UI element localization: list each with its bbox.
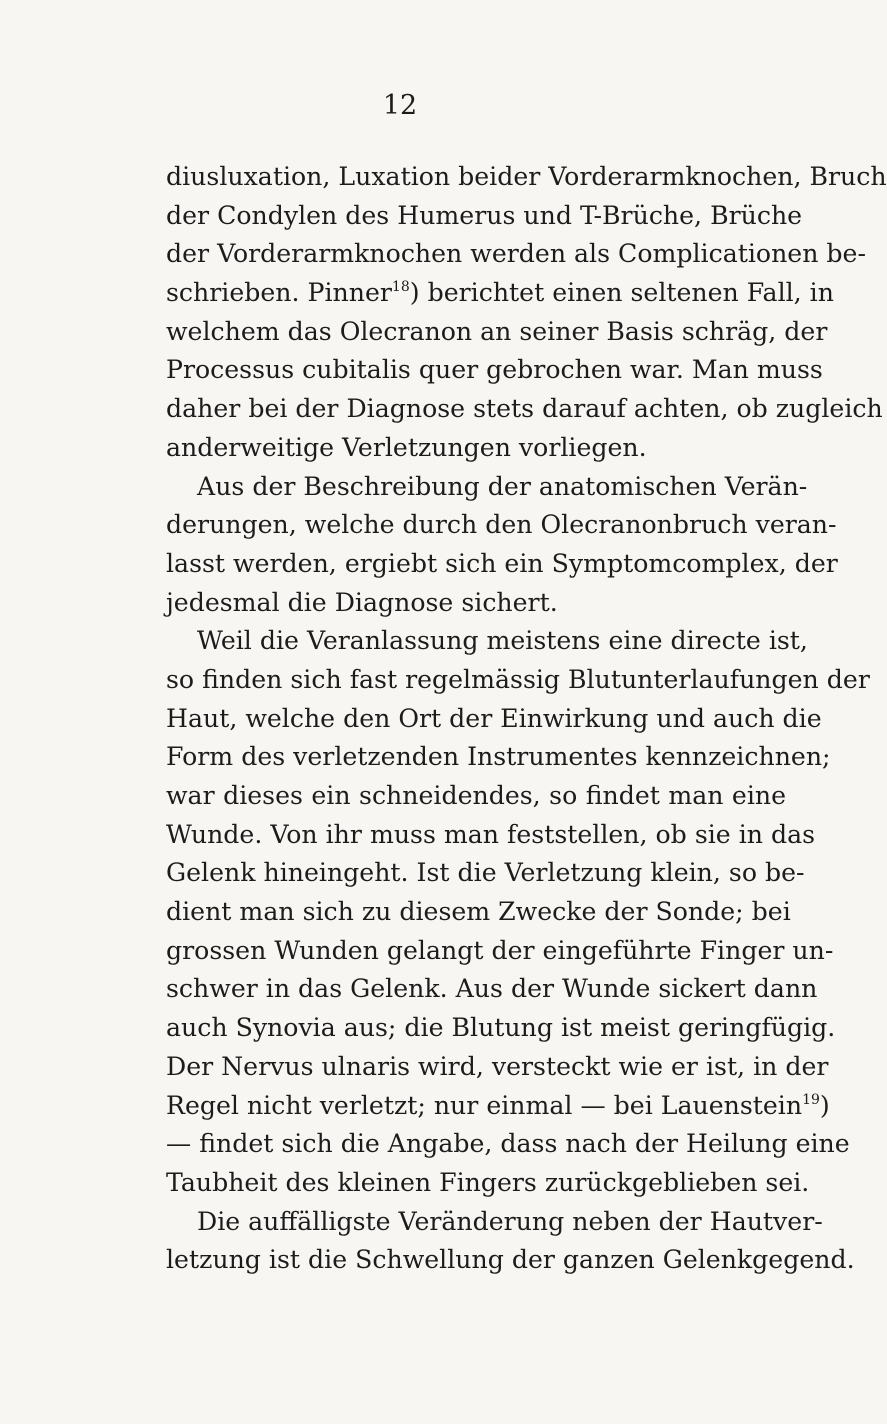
text-line: war dieses ein schneidendes, so findet man eine — [166, 781, 786, 810]
text-line — [166, 274, 834, 313]
text-line: lasst werden, ergiebt sich ein Symptomcomplex, der — [166, 548, 838, 578]
page-number: 12 — [382, 90, 418, 121]
text-line: Form des verletzenden Instrumentes kennzeichnen; — [166, 742, 831, 772]
text-line: letzung ist die Schwellung der ganzen Gelenkgegend. — [166, 1245, 855, 1275]
body-text — [166, 158, 887, 1280]
text-line: diusluxation, Luxation beider Vorderarmknochen, Bruch — [166, 162, 887, 191]
paragraph-start: Weil die Veranlassung meistens eine directe ist, — [197, 626, 808, 656]
text-line: der Vorderarmknochen werden als Complicationen be- — [166, 239, 866, 269]
text-line: auch Synovia aus; die Blutung ist meist geringfügig. — [166, 1013, 836, 1043]
text-line: Gelenk hineingeht. Ist die Verletzung klein, so be- — [166, 858, 805, 888]
text-segment: Regel nicht verletzt; nur einmal — bei Lauenstein — [166, 1090, 803, 1120]
paragraph-start: Aus der Beschreibung der anatomischen Verän- — [197, 471, 808, 501]
text-line: so finden sich fast regelmässig Blutunterlaufungen der — [166, 664, 870, 694]
text-line — [166, 1087, 830, 1126]
text-line: anderweitige Verletzungen vorliegen. — [166, 432, 647, 462]
text-line: Haut, welche den Ort der Einwirkung und auch die — [166, 703, 822, 733]
text-line: Taubheit des kleinen Fingers zurückgeblieben sei. — [166, 1167, 810, 1197]
text-line: Wunde. Von ihr muss man feststellen, ob sie in das — [166, 819, 816, 849]
text-line: schwer in das Gelenk. Aus der Wunde sickert dann — [166, 974, 818, 1004]
text-segment: ) — [819, 1090, 830, 1120]
footnote-ref-19: 19 — [802, 1091, 820, 1108]
text-line: jedesmal die Diagnose sichert. — [166, 587, 558, 617]
text-line: derungen, welche durch den Olecranonbruch veran- — [166, 510, 837, 540]
text-line: grossen Wunden gelangt der eingeführte Finger un- — [166, 935, 834, 965]
text-line: der Condylen des Humerus und T-Brüche, Brüche — [166, 200, 803, 230]
text-line: Der Nervus ulnaris wird, versteckt wie er ist, in der — [166, 1051, 829, 1081]
text-line: welchem das Olecranon an seiner Basis schräg, der — [166, 316, 828, 346]
text-segment: schrieben. Pinner — [166, 278, 392, 308]
text-line: daher bei der Diagnose stets darauf achten, ob zugleich — [166, 394, 883, 424]
text-segment: ) berichtet einen seltenen Fall, in — [409, 278, 834, 308]
paragraph-start: Die auffälligste Veränderung neben der Hautver- — [197, 1206, 823, 1236]
footnote-ref-18: 18 — [391, 279, 410, 296]
text-line: — findet sich die Angabe, dass nach der Heilung eine — [166, 1129, 850, 1159]
text-line: dient man sich zu diesem Zwecke der Sonde; bei — [166, 897, 791, 927]
text-line: Processus cubitalis quer gebrochen war. Man muss — [166, 355, 823, 385]
